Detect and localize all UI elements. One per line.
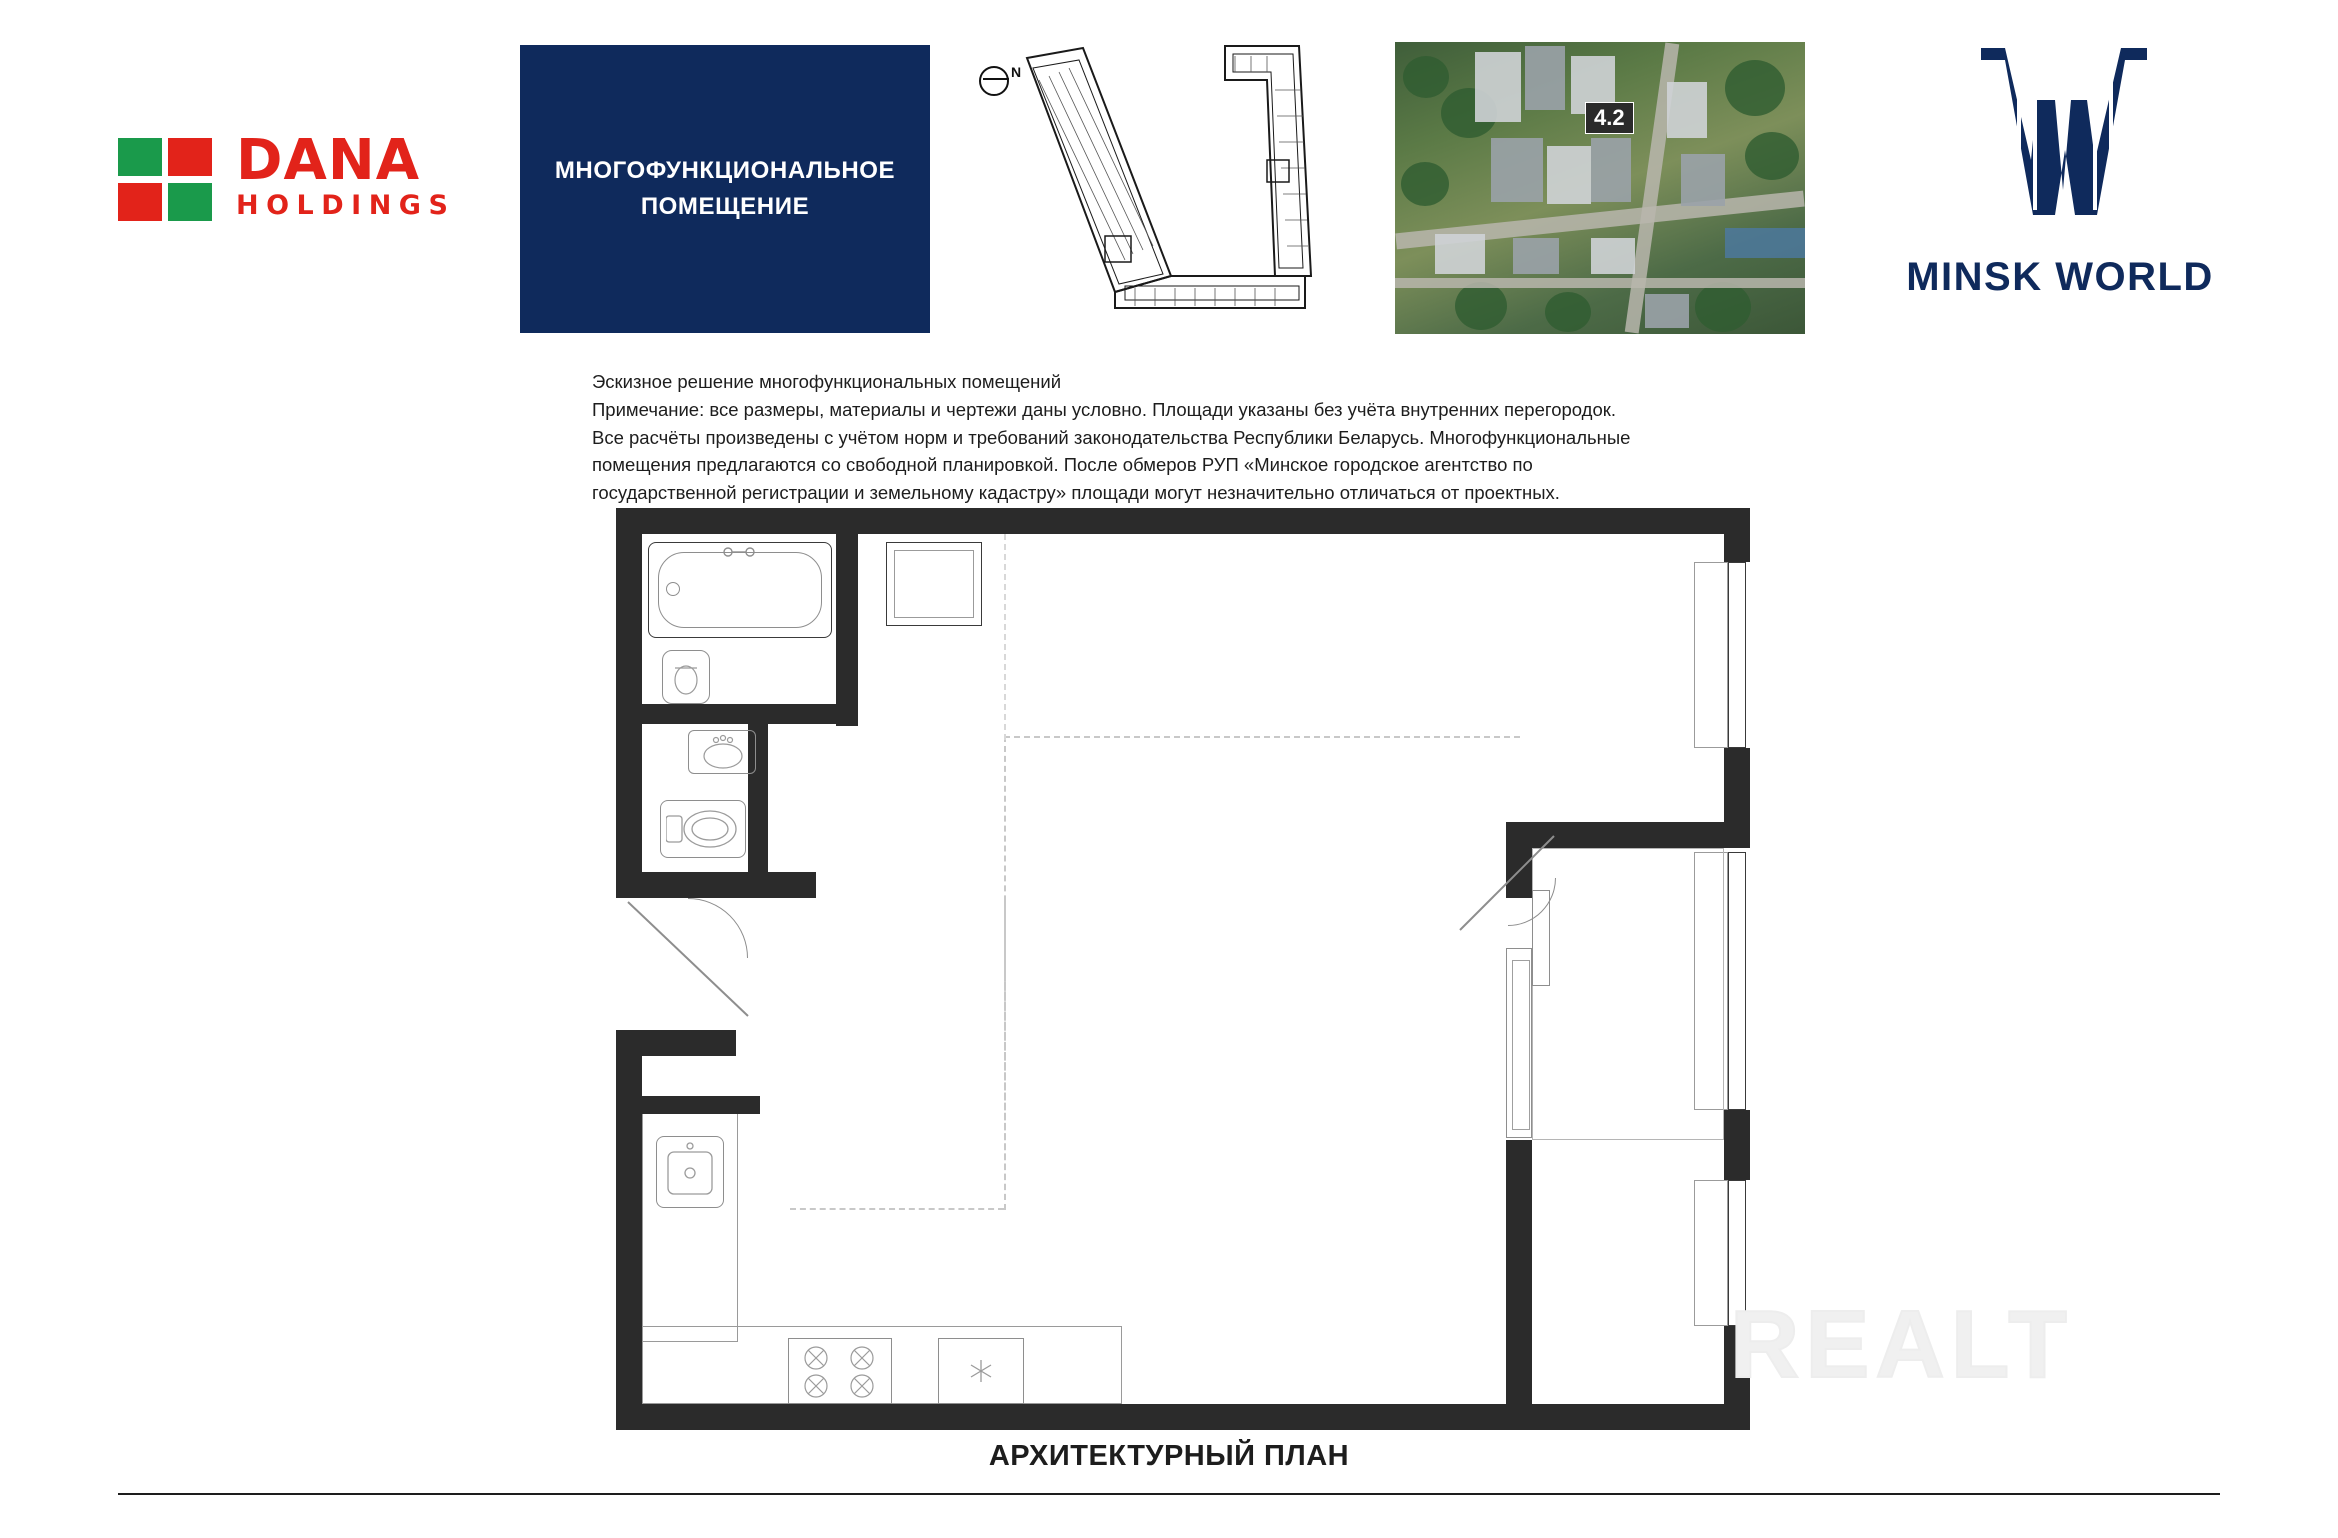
dana-subtitle: HOLDINGS [236,190,456,221]
key-plan [975,40,1375,335]
wall-exterior-top [616,508,1750,534]
washer-detail-icon [938,1338,1024,1404]
wall-right-edge-lower [1724,1110,1750,1180]
bathtub-drain-icon [666,582,680,596]
wall-kitchen-stub [642,1096,760,1114]
key-plan-diagram [975,40,1375,335]
window-right-upper [1728,562,1746,748]
minsk-world-logo [1870,40,2250,340]
planning-outline-top [1004,736,1520,738]
dana-wordmark: DANA [236,128,421,193]
north-arrow-icon [975,58,1035,108]
balcony-glazing-panel [1694,562,1728,748]
note-line-3: Все расчёты произведены с учётом норм и требований законодательства Республики Беларусь. Многофункциональные [592,426,1631,448]
planning-outline-bottom [790,1208,1004,1210]
plan-caption: АРХИТЕКТУРНЫЙ ПЛАН [988,1440,1350,1472]
dana-squares-icon [118,138,223,226]
note-line-4: помещения предлагаются со свободной планировкой. После обмеров РУП «Минское городское агентство по [592,454,1533,476]
door-leaf-entry [1454,830,1564,940]
washbasin-detail-icon [696,732,750,772]
brand-name: MINSK WORLD [1906,255,2214,299]
toilet-detail-icon [666,804,742,854]
note-line-1: Эскизное решение многофункциональных помещений [592,371,1062,392]
wall-bathroom-bottom [642,704,836,724]
dana-holdings-logo [118,128,498,238]
watermark-text: REALT [1730,1291,2073,1398]
planning-guide-centre [1004,534,1006,740]
wall-notch-upper [616,872,816,898]
wall-exterior-left-upper [616,508,642,898]
floor-plan-drawing [600,500,2073,1430]
wall-exterior-left-lower [616,1030,642,1430]
window-right-lower-a [1728,852,1746,1110]
building-number-marker: 4.2 [1585,102,1634,134]
bathtub-inner [658,552,822,628]
wall-exterior-bottom [616,1404,1750,1430]
hob-burners-icon [788,1338,892,1404]
page-header [0,0,2338,360]
mw-monogram-icon [1975,40,2155,230]
document-type-badge [520,45,930,333]
site-aerial-photo [1395,42,1805,334]
north-letter: N [1011,64,1022,80]
balcony-glazing-panel-3 [1694,1180,1728,1326]
wall-exterior-right-upper [1724,508,1750,562]
wall-notch-lower [616,1030,736,1056]
shower-tray-inner [894,550,974,618]
wall-right-bay-left-lower [1506,1140,1532,1430]
riser-shaft [1512,960,1530,1130]
document-type-label: МНОГОФУНКЦИОНАЛЬНОЕ ПОМЕЩЕНИЕ [554,157,896,220]
disclaimer-note [592,368,1792,507]
door-leaf-bathroom [618,896,768,1026]
bathtub-tap-icon [720,544,760,558]
wall-bathroom-right [836,534,858,726]
note-line-2: Примечание: все размеры, материалы и чертежи даны условно. Площади указаны без учёта внутренних перегородок. [592,398,1616,420]
note-line-5: государственной регистрации и земельному кадастру» площади могут незначительно отличаться от проектных. [592,482,1560,503]
kitchen-sink-detail-icon [662,1142,720,1204]
planning-outline-right-stub [1004,900,1006,1210]
footer-divider [118,1493,2220,1495]
bidet-detail-icon [670,660,702,696]
